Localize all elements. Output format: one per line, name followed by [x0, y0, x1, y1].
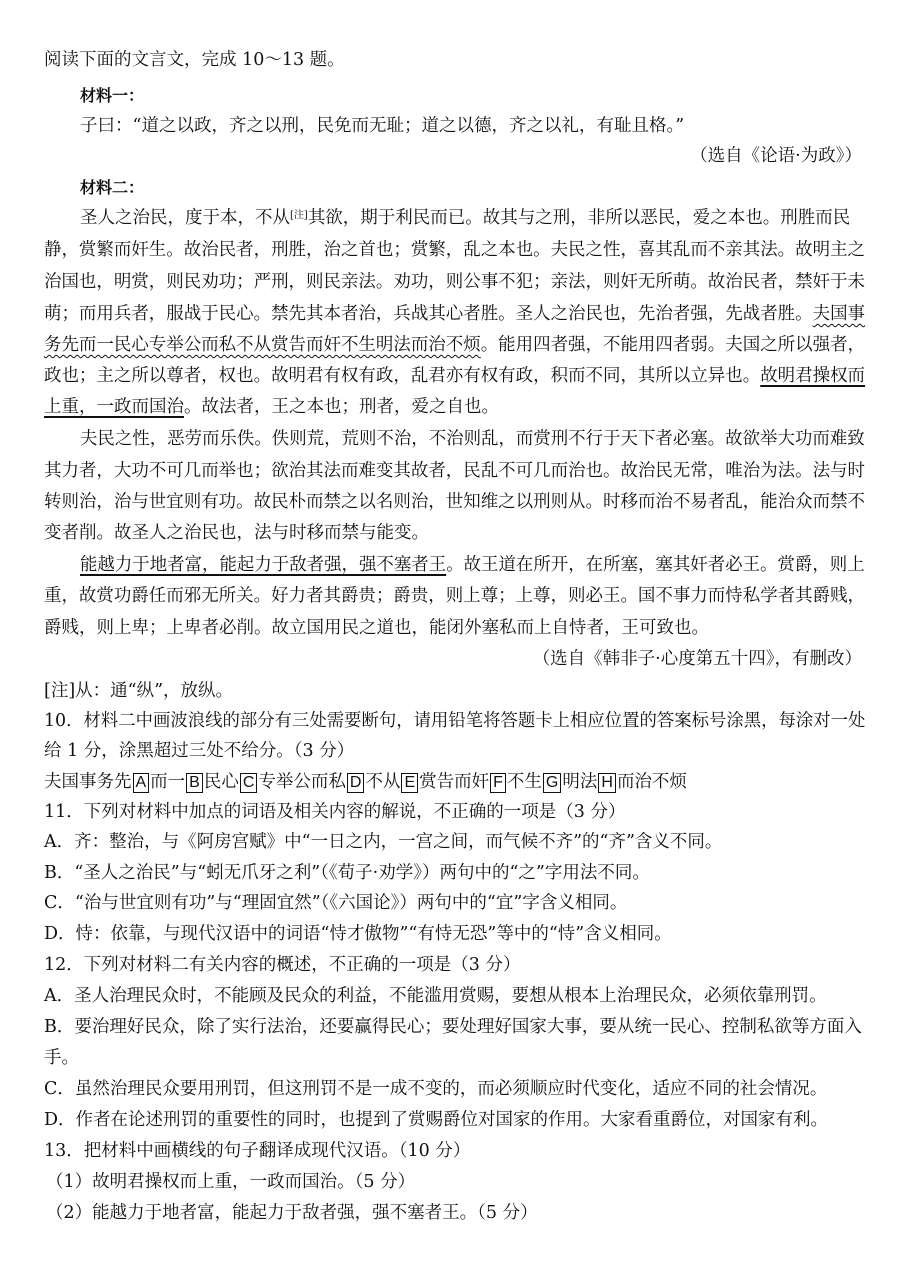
underlined-sentence: 上重，一政而国治 — [44, 397, 184, 417]
text-line: 上重，一政而国治。故法者，王之本也；刑者，爱之自也。 — [44, 397, 499, 417]
option-b[interactable]: B．要治理好民众，除了实行法治，还要赢得民心；要处理好国家大事，要从统一民心、控制私欲等方面入 — [44, 1017, 862, 1037]
text-line: 圣人之治民，度于本，不从[注]其欲，期于利民而已。故其与之刑，非所以恶民，爱之本也。刑胜而民 — [80, 208, 851, 228]
underlined-sentence: 能越力于地者富，能起力于敌者强，强不塞者王 — [80, 555, 447, 575]
break-option-e[interactable]: E — [401, 773, 418, 793]
question-stem: 11．下列对材料中加点的词语及相关内容的解说，不正确的一项是（3 分） — [44, 802, 626, 822]
break-option-h[interactable]: H — [598, 773, 616, 793]
option-a[interactable]: A．齐：整治，与《阿房宫赋》中“一日之内，一宫之间，而气候不齐”的“齐”含义不同。 — [44, 832, 723, 852]
sub-question-2: （2）能越力于地者富，能起力于敌者强，强不塞者王。（5 分） — [46, 1203, 538, 1223]
break-option-f[interactable]: F — [490, 773, 506, 793]
footnote: [注]从：通“纵”，放纵。 — [44, 681, 234, 701]
break-option-c[interactable]: C — [240, 773, 258, 793]
text-line: 治国也，明赏，则民劝功；严刑，则民亲法。劝功，则公事不犯；亲法，则奸无所萌。故治民者，禁奸于未 — [44, 272, 866, 292]
text-line: 政也；主之所以尊者，权也。故明君有权有政，乱君亦有权有政，积而不同，其所以立异也。故明君操权而 — [44, 366, 866, 386]
text-line: 能越力于地者富，能起力于敌者强，强不塞者王。故王道在所开，在所塞，塞其奸者必王。赏爵，则上 — [80, 555, 865, 575]
option-a[interactable]: A．圣人治理民众时，不能顾及民众的利益，不能滥用赏赐，要想从根本上治理民众，必须依靠刑罚。 — [44, 986, 827, 1006]
break-option-a[interactable]: A — [133, 773, 150, 793]
break-option-b[interactable]: B — [186, 773, 203, 793]
break-option-g[interactable]: G — [543, 773, 561, 793]
option-c[interactable]: C．虽然治理民众要用刑罚，但这刑罚不是一成不变的，而必须顺应时代变化，适应不同的社会情况。 — [44, 1079, 828, 1099]
material-2-title: 材料二： — [80, 178, 145, 197]
question-stem: 12．下列对材料二有关内容的概述，不正确的一项是（3 分） — [44, 955, 521, 975]
option-b[interactable]: B．“圣人之治民”与“蚓无爪牙之利”（《荀子·劝学》）两句中的“之”字用法不同。 — [44, 863, 650, 883]
material-1-source: （选自《论语·为政》） — [690, 146, 862, 166]
underlined-sentence: 故明君操权而 — [760, 366, 866, 386]
wavy-underlined-text: 夫国事 — [812, 304, 866, 324]
question-stem: 13．把材料中画横线的句子翻译成现代汉语。（10 分） — [44, 1141, 471, 1161]
break-option-d[interactable]: D — [347, 773, 365, 793]
text-line: 务先而一民心专举公而私不从赏告而奸不生明法而治不烦。能用四者强，不能用四者弱。夫国之所以强者， — [44, 335, 866, 355]
text-line: 其力者，大功不可几而举也；欲治其法而难变其故者，民乱不可几而治也。故治民无常，唯治为法。法与时 — [44, 461, 866, 481]
reading-instruction: 阅读下面的文言文，完成 10～13 题。 — [44, 50, 345, 70]
text-line: 静，赏繁而奸生。故治民者，刑胜，治之首也；赏繁，乱之本也。夫民之性，喜其乱而不亲其法。故明主之 — [44, 240, 866, 260]
option-b-continued[interactable]: 手。 — [44, 1048, 79, 1068]
text-line: 重，故赏功爵任而邪无所关。好力者其爵贵；爵贵，则上尊；上尊，则必王。国不事力而恃私学者其爵贱， — [44, 586, 866, 606]
material-1-title: 材料一： — [80, 86, 145, 105]
sub-question-1: （1）故明君操权而上重，一政而国治。（5 分） — [46, 1172, 416, 1192]
text-line: 爵贱，则上卑；上卑者必削。故立国用民之道也，能闭外塞私而上自恃者，王可致也。 — [44, 618, 709, 638]
material-1-text: 子曰：“道之以政，齐之以刑，民免而无耻；道之以德，齐之以礼，有耻且格。” — [80, 116, 685, 136]
text-line: 萌；而用兵者，服战于民心。禁先其本者治，兵战其心者胜。圣人之治民也，先治者强，先战者胜。夫国事 — [44, 304, 866, 324]
text-line: 转则治，治与世宜则有功。故民朴而禁之以名则治，世知维之以刑则从。时移而治不易者乱，能治众而禁不 — [44, 492, 866, 512]
sentence-break-options: 夫国事务先 A 而一 B 民心 C 专举公而私 D 不从 E 赏告而奸 F 不生 G 明法 H 而治不烦 — [44, 772, 687, 792]
option-d[interactable]: D．恃：依靠，与现代汉语中的词语“恃才傲物”“有恃无恐”等中的“恃”含义相同。 — [44, 924, 672, 944]
option-d[interactable]: D．作者在论述刑罚的重要性的同时，也提到了赏赐爵位对国家的作用。大家看重爵位，对国家有利。 — [44, 1110, 829, 1130]
material-2-source: （选自《韩非子·心度第五十四》，有删改） — [532, 649, 862, 669]
question-stem: 10．材料二中画波浪线的部分有三处需要断句，请用铅笔将答题卡上相应位置的答案标号涂黑，每涂对一处 — [44, 711, 866, 731]
footnote-marker: [注] — [290, 210, 308, 221]
wavy-underlined-text: 务先而一民心专举公而私不从赏告而奸不生明法而治不烦 — [44, 335, 481, 355]
text-line: 变者削。故圣人之治民也，法与时移而禁与能变。 — [44, 523, 429, 543]
text-line: 夫民之性，恶劳而乐佚。佚则荒，荒则不治，不治则乱，而赏刑不行于天下者必塞。故欲举大功而难致 — [80, 429, 865, 449]
option-c[interactable]: C．“治与世宜则有功”与“理固宜然”（《六国论》）两句中的“宜”字含义相同。 — [44, 893, 628, 913]
question-stem: 给 1 分，涂黑超过三处不给分。（3 分） — [44, 741, 355, 761]
